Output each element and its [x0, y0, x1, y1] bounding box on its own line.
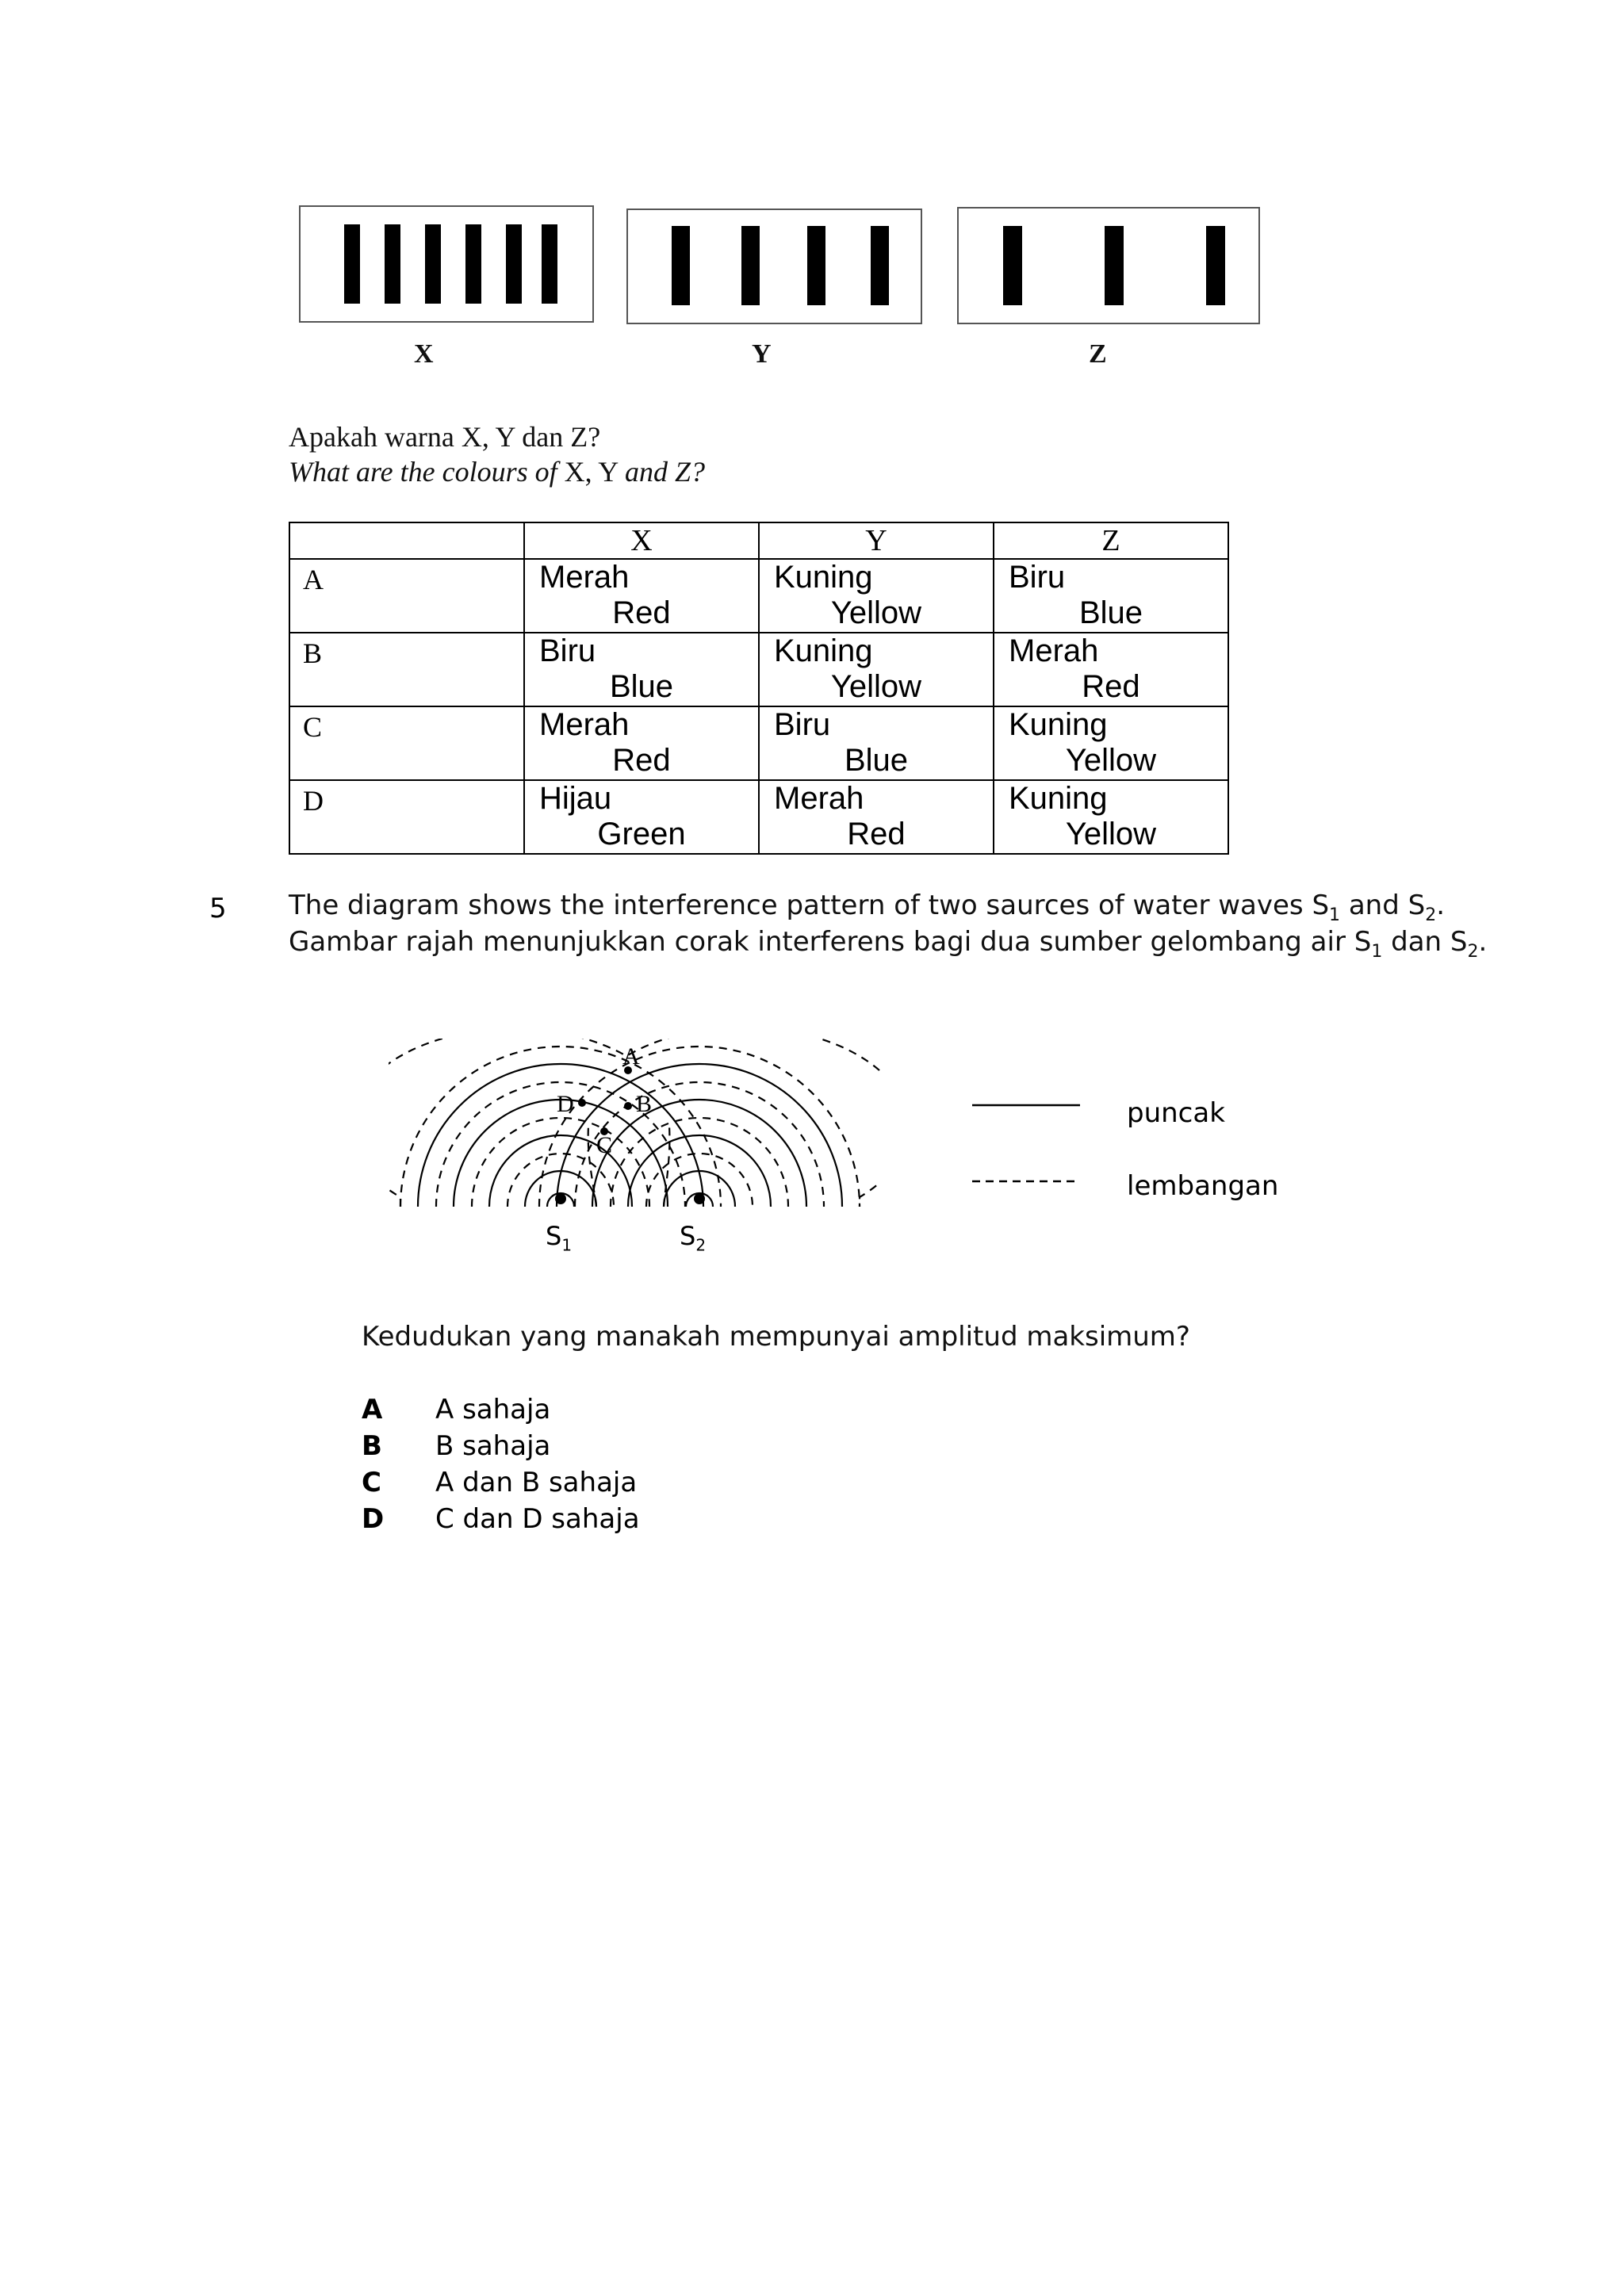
point-c-label: C [596, 1132, 613, 1158]
colour-cell [994, 633, 1228, 706]
option-letter: D [303, 785, 324, 817]
prompt-en-mid: X, Y [557, 456, 625, 488]
question-number: 5 [209, 893, 227, 924]
line1-a: The diagram shows the interference pattern of two saurces of water waves S [289, 890, 1330, 921]
header-cell-x: X [524, 522, 759, 559]
option-cell [289, 706, 524, 780]
header-cell-z: Z [994, 522, 1228, 559]
source-s1-dot [555, 1193, 566, 1204]
fringe-bar [1003, 226, 1022, 305]
colour-en: Yellow [830, 669, 922, 704]
fringe-bar [385, 224, 400, 304]
colour-cell [524, 706, 759, 780]
fringe-bar [871, 226, 889, 305]
fringe-bar [542, 224, 557, 304]
choice-text: B sahaja [435, 1430, 551, 1462]
fringe-bar [465, 224, 481, 304]
source-s2-label [680, 1221, 706, 1254]
fringe-bar [425, 224, 441, 304]
choice-text: A dan B sahaja [435, 1467, 638, 1498]
fringe-label-x: X [414, 339, 434, 369]
fringe-pattern-y [626, 209, 922, 324]
table-header-row [289, 522, 1228, 559]
choice-text: C dan D sahaja [435, 1503, 640, 1535]
colour-cell [759, 706, 994, 780]
source-s2-text: S [680, 1221, 696, 1251]
fringe-bar [672, 226, 690, 305]
line1-c: . [1436, 890, 1446, 921]
colour-en: Green [597, 817, 686, 851]
prompt-en-post: and Z? [624, 456, 705, 488]
option-cell [289, 559, 524, 633]
table-row [289, 780, 1228, 854]
colour-ms: Merah [539, 560, 630, 595]
table-row [289, 633, 1228, 706]
colour-en: Blue [1078, 595, 1143, 630]
fringe-label-y: Y [752, 339, 772, 369]
answer-options-table [289, 522, 1229, 855]
source-s1-subscript: 1 [561, 1235, 573, 1255]
point-a-label: A [622, 1043, 640, 1070]
point-b-dot [624, 1102, 632, 1110]
colour-cell [994, 559, 1228, 633]
question5-line-ms [289, 926, 1487, 962]
colour-ms: Biru [1009, 560, 1066, 595]
table-row [289, 559, 1228, 633]
colour-ms: Merah [539, 707, 630, 742]
header-cell-y: Y [759, 522, 994, 559]
legend-crest-line [972, 1102, 1083, 1108]
fringe-bar [344, 224, 360, 304]
subscript-2: 2 [1467, 941, 1479, 962]
colour-en: Yellow [1065, 743, 1157, 778]
legend-trough-label: lembangan [1127, 1170, 1279, 1202]
colour-cell [524, 559, 759, 633]
colour-ms: Kuning [1009, 707, 1108, 742]
source-s2-dot [694, 1193, 705, 1204]
header-cell-empty [289, 522, 524, 559]
colour-en: Yellow [830, 595, 922, 630]
colour-en: Blue [844, 743, 909, 778]
choice-letter: C [362, 1467, 381, 1498]
colour-cell [524, 780, 759, 854]
question4-prompt-ms: Apakah warna X, Y dan Z? [289, 421, 601, 453]
line2-a: Gambar rajah menunjukkan corak interferens bagi dua sumber gelombang air S [289, 926, 1372, 958]
choice-letter: A [362, 1394, 383, 1425]
legend-trough-line [972, 1178, 1083, 1184]
option-cell [289, 633, 524, 706]
source-s2-subscript: 2 [695, 1235, 707, 1255]
colour-en: Red [1082, 669, 1140, 704]
crest-s2-r6 [592, 1100, 806, 1207]
colour-cell [994, 780, 1228, 854]
fringe-pattern-x [299, 205, 594, 323]
fringe-bar [807, 226, 825, 305]
colour-ms: Kuning [774, 633, 873, 668]
point-b-label: B [636, 1091, 653, 1117]
fringe-bar [1105, 226, 1124, 305]
colour-ms: Merah [1009, 633, 1099, 668]
colour-ms: Kuning [774, 560, 873, 595]
colour-cell [759, 633, 994, 706]
colour-ms: Hijau [539, 781, 612, 816]
colour-cell [759, 780, 994, 854]
colour-ms: Biru [774, 707, 831, 742]
fringe-bar [506, 224, 522, 304]
colour-ms: Merah [774, 781, 864, 816]
interference-diagram [389, 1039, 880, 1261]
colour-en: Red [847, 817, 906, 851]
choice-letter: D [362, 1503, 385, 1535]
table-row [289, 706, 1228, 780]
fringe-pattern-z [957, 207, 1260, 324]
question4-prompt-en [289, 455, 705, 488]
colour-en: Yellow [1065, 817, 1157, 851]
point-d-dot [578, 1099, 586, 1107]
source-s1-label [546, 1221, 572, 1254]
choice-text: A sahaja [435, 1394, 551, 1425]
subscript-1: 1 [1371, 941, 1383, 962]
option-letter: B [303, 637, 323, 669]
line2-b: dan S [1382, 926, 1468, 958]
subscript-1: 1 [1329, 905, 1341, 925]
question5-line-en [289, 890, 1445, 925]
colour-en: Blue [609, 669, 674, 704]
line1-b: and S [1340, 890, 1426, 921]
colour-ms: Biru [539, 633, 596, 668]
source-s1-text: S [546, 1221, 562, 1251]
option-letter: A [303, 564, 324, 595]
point-d-label: D [557, 1091, 574, 1117]
choice-letter: B [362, 1430, 382, 1462]
fringe-bar [741, 226, 760, 305]
subscript-2: 2 [1425, 905, 1437, 925]
fringe-bar [1206, 226, 1225, 305]
colour-en: Red [612, 595, 671, 630]
line2-c: . [1478, 926, 1488, 958]
colour-cell [994, 706, 1228, 780]
prompt-en-pre: What are the colours of [289, 456, 557, 488]
colour-cell [524, 633, 759, 706]
legend-crest-label: puncak [1127, 1097, 1225, 1129]
option-cell [289, 780, 524, 854]
question5-prompt: Kedudukan yang manakah mempunyai amplitud maksimum? [362, 1321, 1190, 1353]
colour-ms: Kuning [1009, 781, 1108, 816]
colour-en: Red [612, 743, 671, 778]
colour-cell [759, 559, 994, 633]
fringe-label-z: Z [1089, 339, 1107, 369]
option-letter: C [303, 711, 323, 743]
